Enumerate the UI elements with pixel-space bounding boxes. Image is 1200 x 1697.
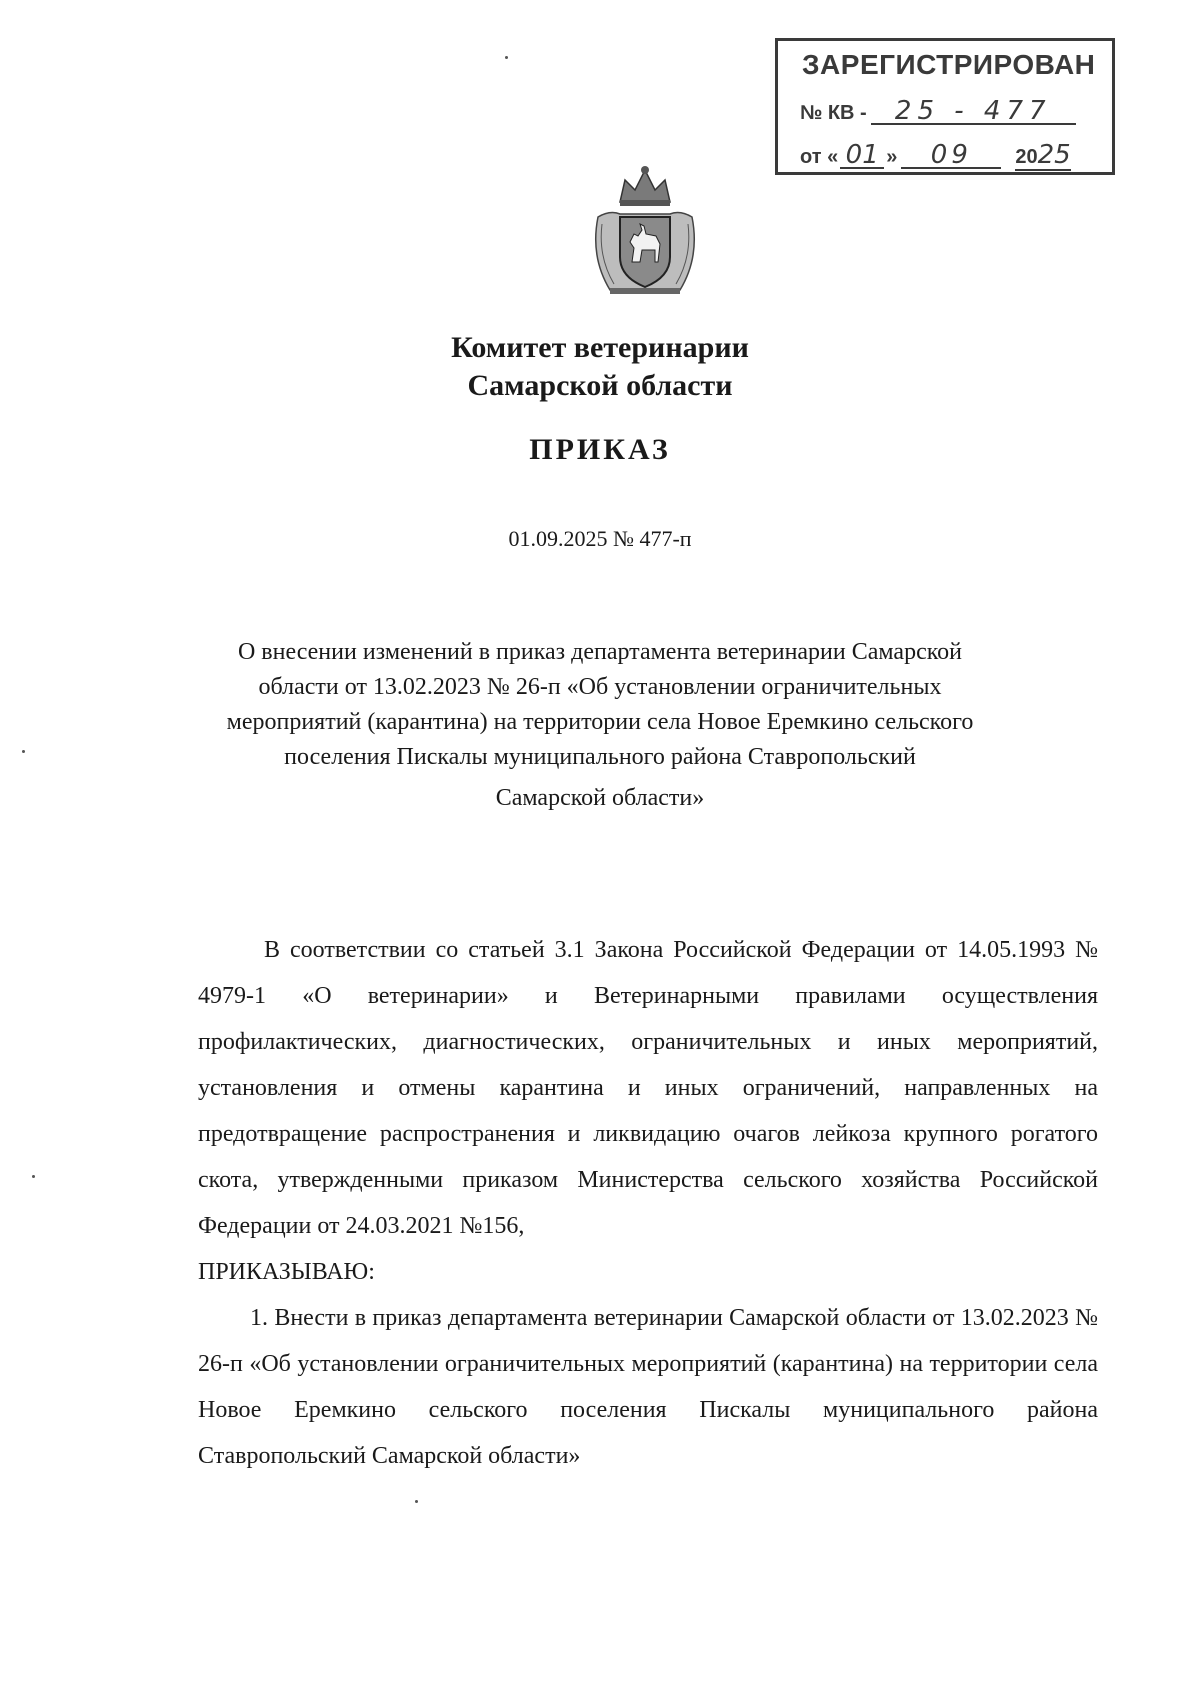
stamp-day-handwritten: 01 — [840, 143, 884, 169]
document-subject-tail: Самарской области» — [495, 785, 705, 811]
stamp-number-handwritten: 25 - 477 — [871, 99, 1076, 125]
org-name-line1: Комитет ветеринарии — [451, 331, 749, 364]
scan-speck — [22, 750, 25, 753]
stamp-year-handwritten: 25 — [1037, 140, 1071, 170]
scan-speck — [505, 56, 508, 59]
document-body — [198, 927, 1098, 1479]
scan-speck — [415, 1500, 418, 1503]
stamp-number-line — [800, 96, 1076, 126]
org-name-line2: Самарской области — [467, 369, 733, 402]
preamble-paragraph: В соответствии со статьей 3.1 Закона Российской Федерации от 14.05.1993 № 4979-1 «О ветеринарии» и Ветеринарными правилами осуществления профилактических, диагностических, ограничительных и иных мероприятий, установления и отмены карантина и иных ограничений, направленных на предотвращение распространения и ликвидацию очагов лейкоза крупного рогатого скота, утвержденными приказом Министерства сельского хозяйства Российской Федерации от 24.03.2021 №156, — [198, 937, 1098, 1239]
stamp-year-printed: 20 — [1015, 146, 1038, 168]
stamp-date-prefix: от « — [800, 146, 839, 168]
stamp-month-handwritten: 09 — [901, 143, 1001, 169]
stamp-year — [1015, 140, 1071, 171]
stamp-title: ЗАРЕГИСТРИРОВАН — [802, 49, 1096, 80]
coat-of-arms-emblem — [580, 162, 710, 300]
registration-stamp — [775, 38, 1115, 175]
document-subject: О внесении изменений в приказ департамента ветеринарии Самарской области от 13.02.2023 № 26-п «Об установлении ограничительных мероприятий (карантина) на территории села Новое Еремкино сельского поселения Пискалы муниципального района Ставропольский — [226, 639, 974, 770]
stamp-date-line — [800, 140, 1071, 171]
stamp-date-mid: » — [886, 146, 898, 168]
order-word: ПРИКАЗЫВАЮ: — [198, 1259, 375, 1285]
stamp-number-prefix: № КВ - — [800, 102, 867, 124]
scan-speck — [32, 1175, 35, 1178]
document-type: ПРИКАЗ — [529, 433, 671, 466]
order-item-1: 1. Внести в приказ департамента ветеринарии Самарской области от 13.02.2023 № 26-п «Об установлении ограничительных мероприятий (карантина) на территории села Новое Еремкино сельского поселения Пискалы муниципального района Ставропольский Самарской области» — [198, 1305, 1098, 1469]
document-date-number: 01.09.2025 № 477-п — [508, 526, 692, 551]
